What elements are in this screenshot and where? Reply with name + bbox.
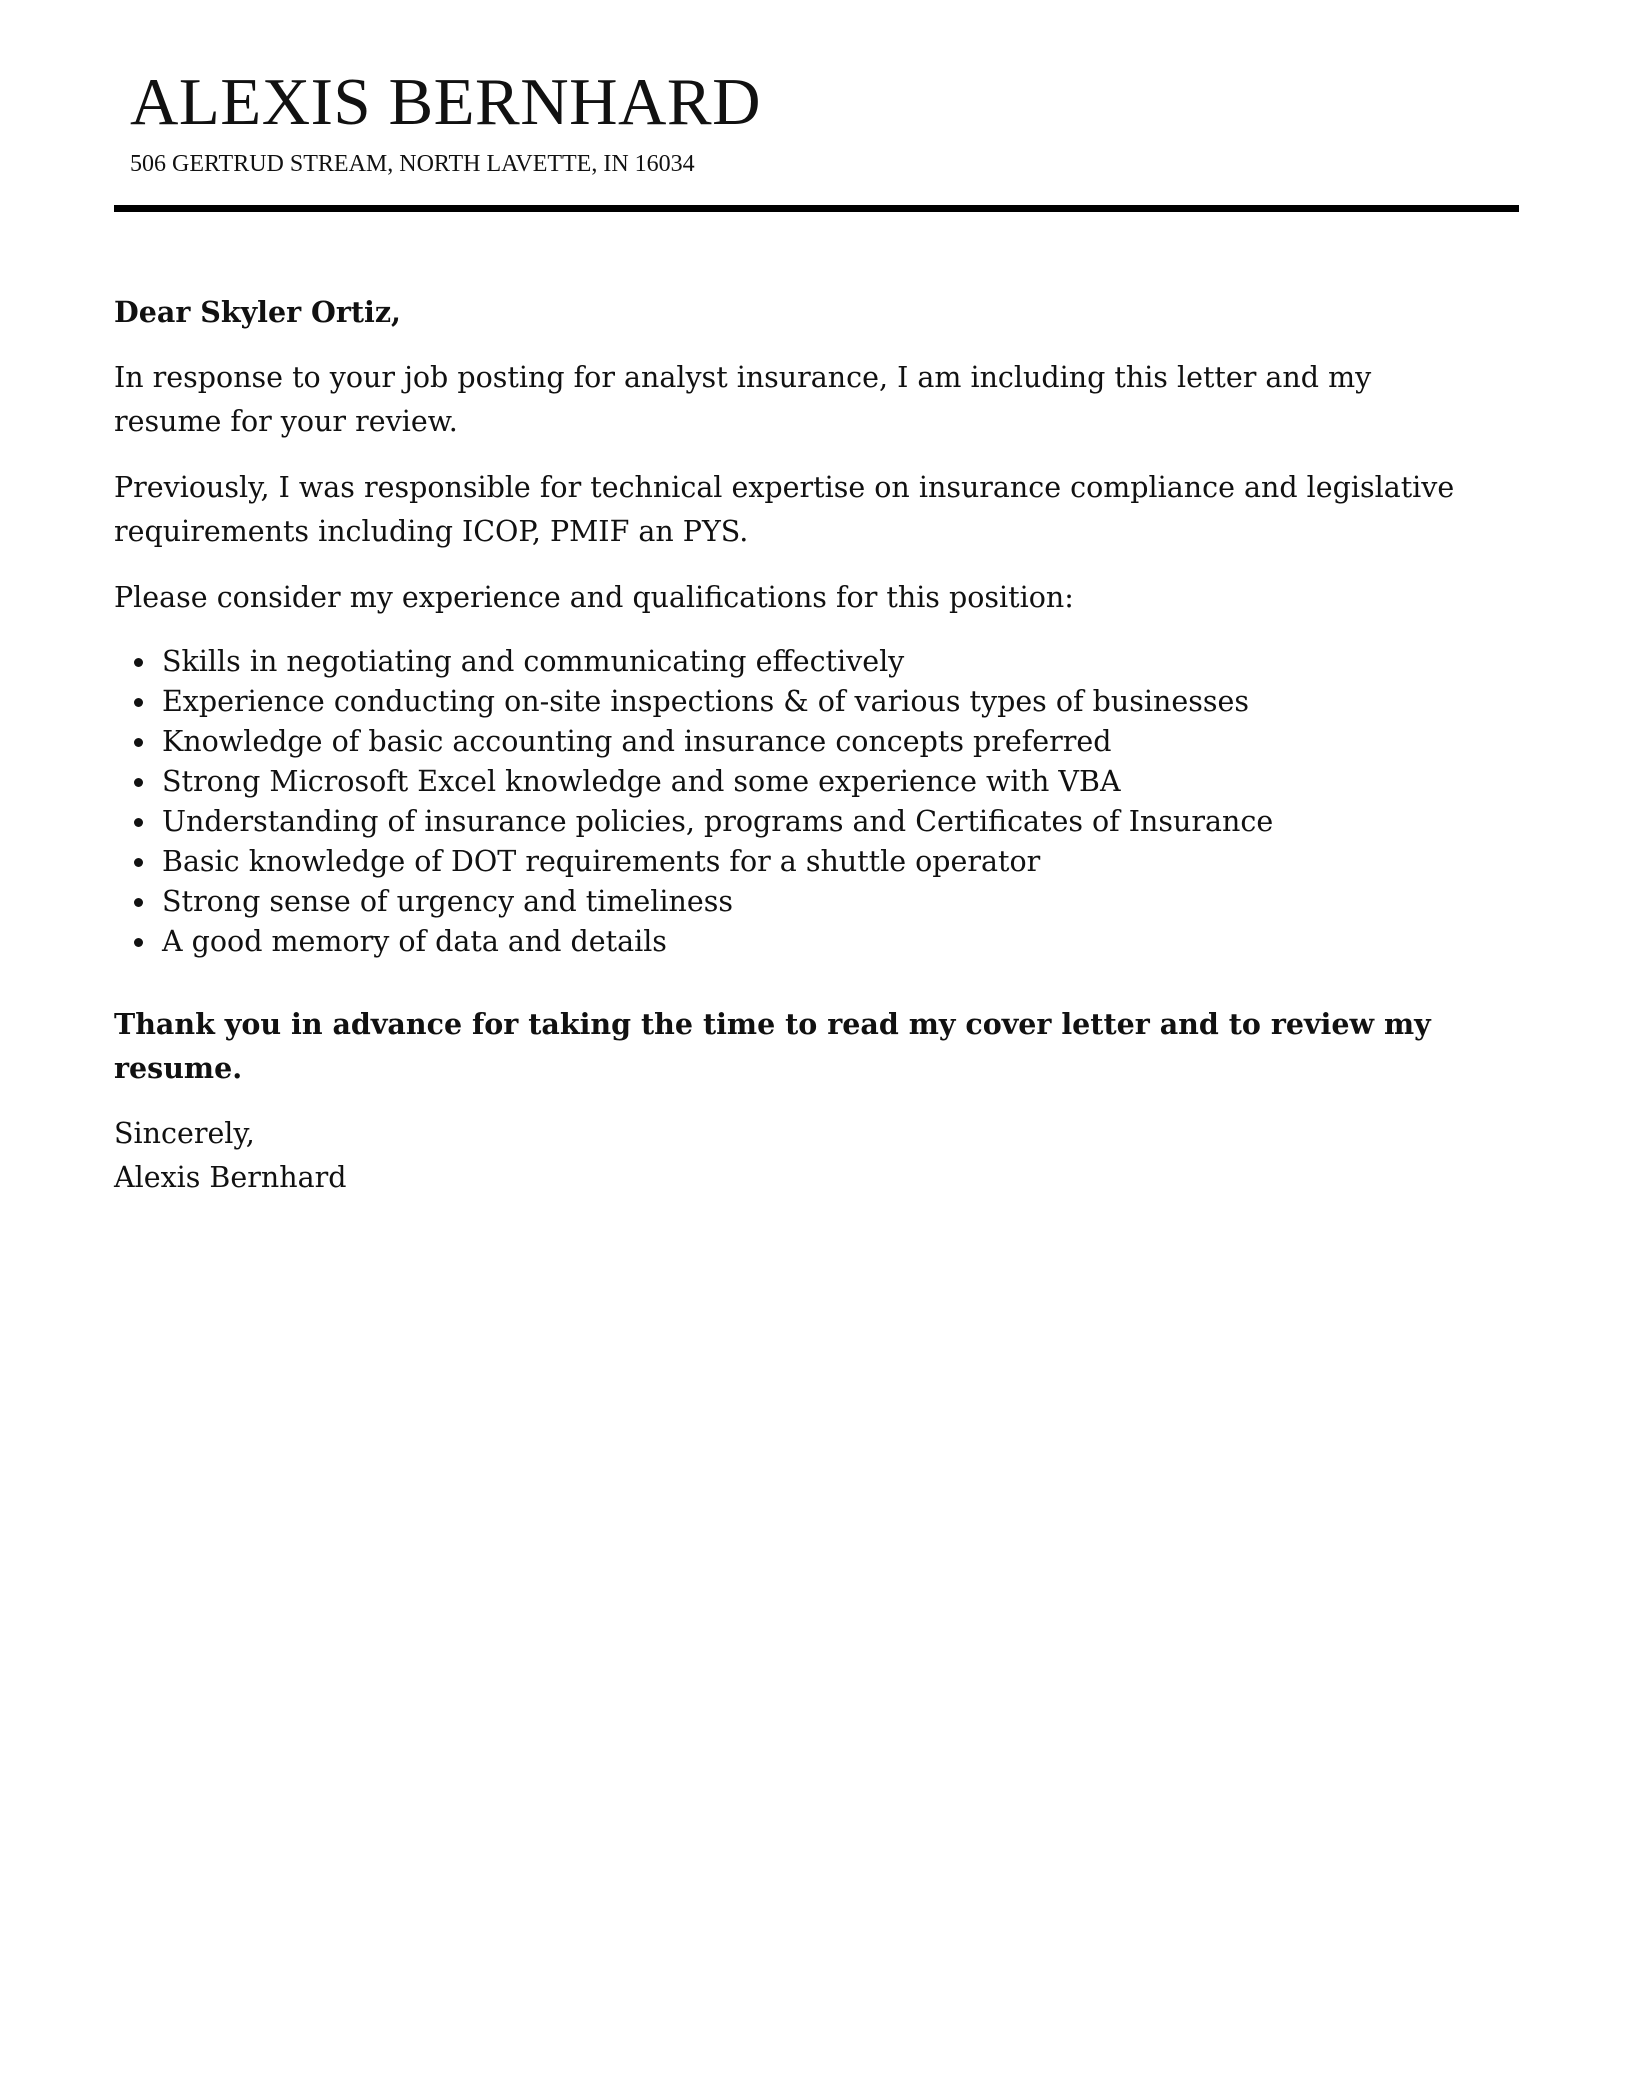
- sender-address: 506 GERTRUD STREAM, NORTH LAVETTE, IN 16034: [130, 151, 695, 177]
- list-item-text: Understanding of insurance policies, programs and Certificates of Insurance: [162, 805, 1274, 838]
- bullet-icon: [134, 938, 143, 947]
- letter-header: [130, 62, 1510, 180]
- intro-paragraph: In response to your job posting for analyst insurance, I am including this letter and my resume for your review.: [114, 361, 1372, 438]
- list-item: [114, 722, 1474, 762]
- list-item-text: Skills in negotiating and communicating effectively: [162, 645, 905, 678]
- qualifications-intro: Please consider my experience and qualifications for this position:: [114, 581, 1074, 614]
- list-item: [114, 802, 1474, 842]
- list-item: [114, 642, 1474, 682]
- list-item-text: Experience conducting on-site inspections & of various types of businesses: [162, 685, 1249, 718]
- list-item: [114, 762, 1474, 802]
- header-divider: [114, 205, 1519, 212]
- valediction: Sincerely,: [114, 1117, 255, 1150]
- list-item: [114, 682, 1474, 722]
- list-item-text: A good memory of data and details: [162, 925, 667, 958]
- list-item: [114, 842, 1474, 882]
- bullet-icon: [134, 698, 143, 707]
- bullet-icon: [134, 738, 143, 747]
- letter-body: [114, 290, 1474, 1200]
- list-item: [114, 882, 1474, 922]
- signature-name: Alexis Bernhard: [114, 1161, 347, 1194]
- sender-name: ALEXIS BERNHARD: [130, 65, 761, 139]
- list-item-text: Basic knowledge of DOT requirements for a shuttle operator: [162, 845, 1041, 878]
- bullet-icon: [134, 858, 143, 867]
- bullet-icon: [134, 898, 143, 907]
- qualifications-list: [114, 642, 1474, 962]
- list-item-text: Strong sense of urgency and timeliness: [162, 885, 733, 918]
- salutation: Dear Skyler Ortiz,: [114, 295, 401, 329]
- list-item-text: Knowledge of basic accounting and insurance concepts preferred: [162, 725, 1112, 758]
- experience-paragraph: Previously, I was responsible for technical expertise on insurance compliance and legislative requirements including ICOP, PMIF an PYS.: [114, 471, 1455, 548]
- bullet-icon: [134, 778, 143, 787]
- bullet-icon: [134, 818, 143, 827]
- list-item: [114, 922, 1474, 962]
- closing-paragraph: Thank you in advance for taking the time to read my cover letter and to review my resume.: [114, 1007, 1431, 1085]
- bullet-icon: [134, 658, 143, 667]
- list-item-text: Strong Microsoft Excel knowledge and some experience with VBA: [162, 765, 1121, 798]
